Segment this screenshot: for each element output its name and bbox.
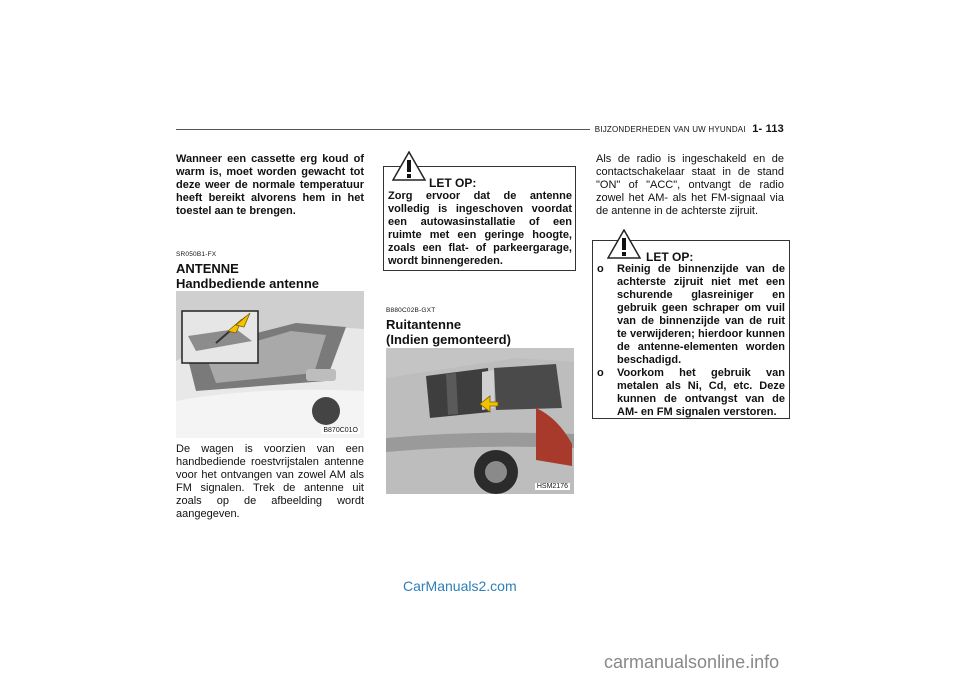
section-title: Ruitantenne [386,317,462,332]
antenna-body-text: De wagen is voorzien van een handbediende roestvrijstalen antenne voor het ontvangen van zowel AM als FM signalen. Trek de antenne uit zoals op de afbeelding wordt aangegeven. [176,443,364,520]
running-title: BIJZONDERHEDEN VAN UW HYUNDAI [594,125,746,134]
cassette-note: Wanneer een cassette erg koud of warm is, moet worden gewacht tot deze weer de normale temperatuur heeft bereikt alvorens hem in het toestel aan te brengen. [176,153,364,217]
page-number: 1- 113 [752,123,784,135]
section-code: B880C02B-GXT [386,307,436,314]
section-title: ANTENNE [176,261,239,276]
antenna-section-heading [176,251,364,291]
warning-box-window-antenna [592,240,790,419]
section-subtitle: Handbediende antenne [176,276,320,291]
bullet-text: Reinig de binnenzijde van de achterste zijruit niet met een schurende glasreiniger en gebruik geen schraper om vuil van de binnenzijde van de ruit te verwijderen; hierdoor kunnen de antenne-elementen worden beschadigd. [617,263,785,366]
running-header [595,123,784,135]
bullet-marker: o [597,367,604,379]
warning-icon [607,229,641,259]
warning-bullets [597,263,785,419]
header-rule [176,129,590,130]
warning-text: Zorg ervoor dat de antenne volledig is ingeschoven voordat een autowasinstallatie of een ruimte met een geringe hoogte, zoals een flat- of parkeergarage, wordt binnengereden. [388,190,572,267]
figure-label: B870C01O [323,427,358,434]
window-antenna-heading [386,307,574,347]
list-item [597,263,785,367]
window-antenna-photo [386,348,574,494]
radio-reception-text: Als de radio is ingeschakeld en de contactschakelaar staat in de stand "ON" of "ACC", ontvangt de radio zowel het AM- als het FM-signaal via de antenne in de achterste zijruit. [596,153,784,217]
watermark-carmanualsonline[interactable]: carmanualsonline.info [604,652,780,672]
warning-box-antenna [383,166,576,271]
warning-heading: LET OP: [646,250,694,264]
manual-antenna-illustration [176,291,364,438]
window-antenna-illustration [386,348,574,494]
bullet-list [597,263,785,419]
list-item [597,367,785,419]
section-code: SR050B1-FX [176,251,217,258]
warning-heading: LET OP: [429,176,477,190]
manual-antenna-photo [176,291,364,438]
figure-label: HSM2176 [536,483,568,490]
bullet-text: Voorkom het gebruik van metalen als Ni, Cd, etc. Deze kunnen de ontvangst van de AM- en FM signalen verstoren. [617,367,785,418]
bullet-marker: o [597,263,604,275]
section-subtitle: (Indien gemonteerd) [386,332,511,347]
watermark-carmanuals2[interactable]: CarManuals2.com [403,578,517,594]
warning-icon [392,151,426,181]
